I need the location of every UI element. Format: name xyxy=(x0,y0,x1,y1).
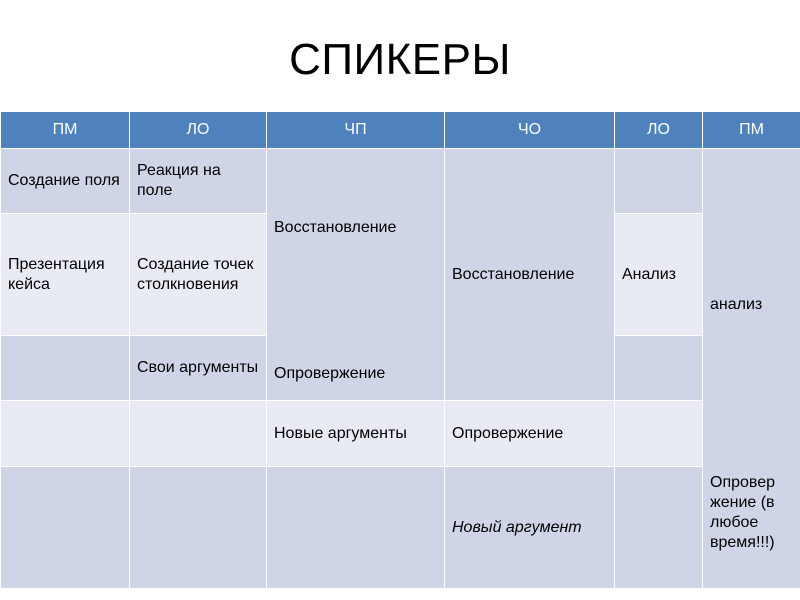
cell-lo-empty-5 xyxy=(130,467,267,589)
cell-pm-empty-3 xyxy=(1,336,130,401)
cell-lo2-empty-5 xyxy=(615,467,703,589)
cell-lo-reaction-field: Реакция на поле xyxy=(130,149,267,214)
cell-lo-empty-4 xyxy=(130,401,267,467)
cho-restore-text: Восстановление xyxy=(452,266,575,283)
header-pm-2: ПМ xyxy=(703,112,800,149)
cell-cho-new-argument: Новый аргумент xyxy=(445,467,615,589)
speakers-table xyxy=(0,111,800,589)
cell-lo2-empty-3 xyxy=(615,336,703,401)
cell-lo-clash-points: Создание точек столкновения xyxy=(130,214,267,336)
cell-lo2-analysis: Анализ xyxy=(615,214,703,336)
chp-restore-text: Восстановление xyxy=(274,218,397,236)
cell-pm2-analysis-refute xyxy=(703,149,800,589)
table-row xyxy=(1,149,800,214)
pm2-refutation-text: Опровер жение (в любое время!!!) xyxy=(710,474,776,551)
header-chp: ЧП xyxy=(267,112,445,149)
header-pm: ПМ xyxy=(1,112,130,149)
cell-pm-create-field: Создание поля xyxy=(1,149,130,214)
slide-title: СПИКЕРЫ xyxy=(289,35,511,84)
table-row xyxy=(1,401,800,467)
header-lo-2: ЛО xyxy=(615,112,703,149)
cell-cho-restore xyxy=(445,149,615,401)
header-cho: ЧО xyxy=(445,112,615,149)
cell-pm-empty-4 xyxy=(1,401,130,467)
header-row xyxy=(1,112,800,149)
table-row xyxy=(1,467,800,589)
pm2-analysis-text: анализ xyxy=(710,296,763,313)
cell-chp-restore-refute xyxy=(267,149,445,401)
cell-pm-empty-5 xyxy=(1,467,130,589)
cell-lo-own-args: Свои аргументы xyxy=(130,336,267,401)
cell-cho-refutation: Опровержение xyxy=(445,401,615,467)
cell-lo2-empty-1 xyxy=(615,149,703,214)
chp-refutation-text: Опровержение xyxy=(274,364,386,382)
cell-chp-empty-5 xyxy=(267,467,445,589)
cell-chp-new-args: Новые аргументы xyxy=(267,401,445,467)
cell-pm-case-presentation: Презентация кейса xyxy=(1,214,130,336)
header-lo: ЛО xyxy=(130,112,267,149)
cell-lo2-empty-4 xyxy=(615,401,703,467)
